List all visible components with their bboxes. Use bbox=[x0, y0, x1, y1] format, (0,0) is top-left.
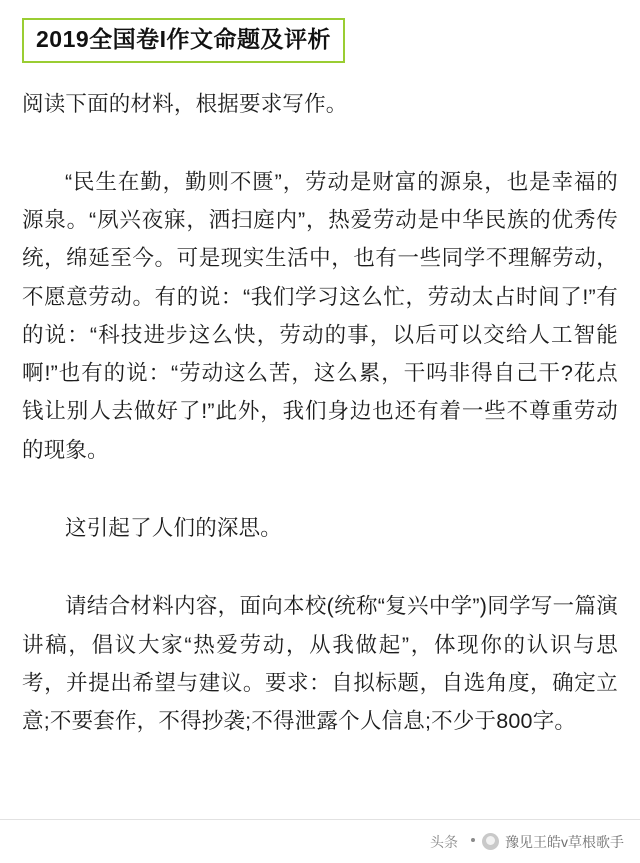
document-body bbox=[22, 85, 618, 741]
page-title: 2019全国卷I作文命题及评析 bbox=[36, 26, 332, 52]
paragraph-spacer bbox=[22, 149, 618, 163]
user-avatar-icon bbox=[482, 833, 499, 850]
paragraph-requirement: 请结合材料内容，面向本校(统称“复兴中学”)同学写一篇演讲稿，倡议大家“热爱劳动，从我做起”，体现你的认识与思考，并提出希望与建议。要求：自拟标题，自选角度，确定立意;不要套作，不得抄袭;不得泄露个人信息;不少于800字。 bbox=[22, 594, 618, 734]
paragraph-intro: 阅读下面的材料，根据要求写作。 bbox=[22, 91, 348, 116]
paragraph-material: “民生在勤，勤则不匮”，劳动是财富的源泉，也是幸福的源泉。“夙兴夜寐，洒扫庭内”，热爱劳动是中华民族的优秀传统，绵延至今。可是现实生活中，也有一些同学不理解劳动，不愿意劳动。有的说：“我们学习这么忙，劳动太占时间了!”有的说：“科技进步这么快，劳动的事，以后可以交给人工智能啊!”也有的说：“劳动这么苦，这么累，干吗非得自己干?花点钱让别人去做好了!”此外，我们身边也还有着一些不尊重劳动的现象。 bbox=[22, 169, 618, 462]
paragraph-spacer bbox=[22, 495, 618, 509]
footer-brand-label: 头条 bbox=[430, 833, 458, 850]
footer-username: 豫见王皓v草根歌手 bbox=[505, 833, 624, 850]
paragraph-spacer bbox=[22, 573, 618, 587]
footer-bar bbox=[0, 819, 640, 863]
paragraph-reflection: 这引起了人们的深思。 bbox=[65, 515, 283, 540]
page-title-box bbox=[22, 18, 345, 63]
separator-dot-icon bbox=[471, 838, 475, 842]
